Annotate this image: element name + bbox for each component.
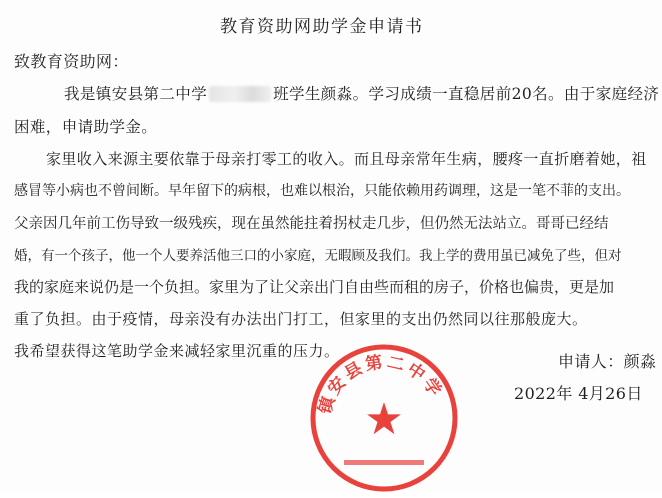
letter-line-5: 父亲因几年前工伤导致一级残疾，现在虽然能拄着拐杖走几步，但仍然无法站立。哥哥已经结 bbox=[14, 216, 609, 232]
letter-line-7: 我的家庭来说仍是一个负担。家里为了让父亲出门自由些而租的房子，价格也偏贵，更是加 bbox=[14, 278, 615, 296]
letter-salutation: 致教育资助网： bbox=[14, 52, 129, 71]
seal-star-icon: ★ bbox=[364, 394, 404, 445]
letter-date: 2022年 4月26日 bbox=[514, 384, 643, 403]
letter-line-3: 家里收入来源主要依靠于母亲打零工的收入。而且母亲常年生病，腰疼一直折磨着她，祖 bbox=[46, 150, 647, 168]
redacted-class-blur bbox=[209, 86, 271, 102]
seal-text: 镇安县第二中学 bbox=[315, 352, 447, 417]
letter-line-8: 重了负担。由于疫情，母亲没有办法出门打工，但家里的支出仍然同以往那般庞大。 bbox=[14, 310, 588, 328]
letter-line-9: 我希望获得这笔助学金来减轻家里沉重的压力。 bbox=[14, 342, 340, 360]
letter-title: 教育资助网助学金申请书 bbox=[220, 17, 424, 37]
letter-line-6: 婚，有一个孩子，他一个人要养活他三口的小家庭，无暇顾及我们。我上学的费用虽已减免了些，但对 bbox=[14, 248, 622, 264]
letter-line-1 bbox=[64, 82, 659, 104]
letter-line-4: 感冒等小病也不曾间断。早年留下的病根，也难以根治，只能依赖用药调理，这是一笔不菲的支出。 bbox=[14, 183, 630, 199]
applicant-signature: 申请人：颜淼 bbox=[558, 352, 657, 371]
letter-line-1-part-a: 我是镇安县第二中学 bbox=[64, 85, 208, 103]
letter-line-2: 困难，申请助学金。 bbox=[14, 118, 158, 136]
school-seal-stamp bbox=[304, 338, 464, 498]
seal-bottom-serial-mark bbox=[344, 460, 424, 465]
letter-line-1-part-b: 班学生颜淼。学习成绩一直稳居前20名。由于家庭经济 bbox=[273, 85, 660, 103]
